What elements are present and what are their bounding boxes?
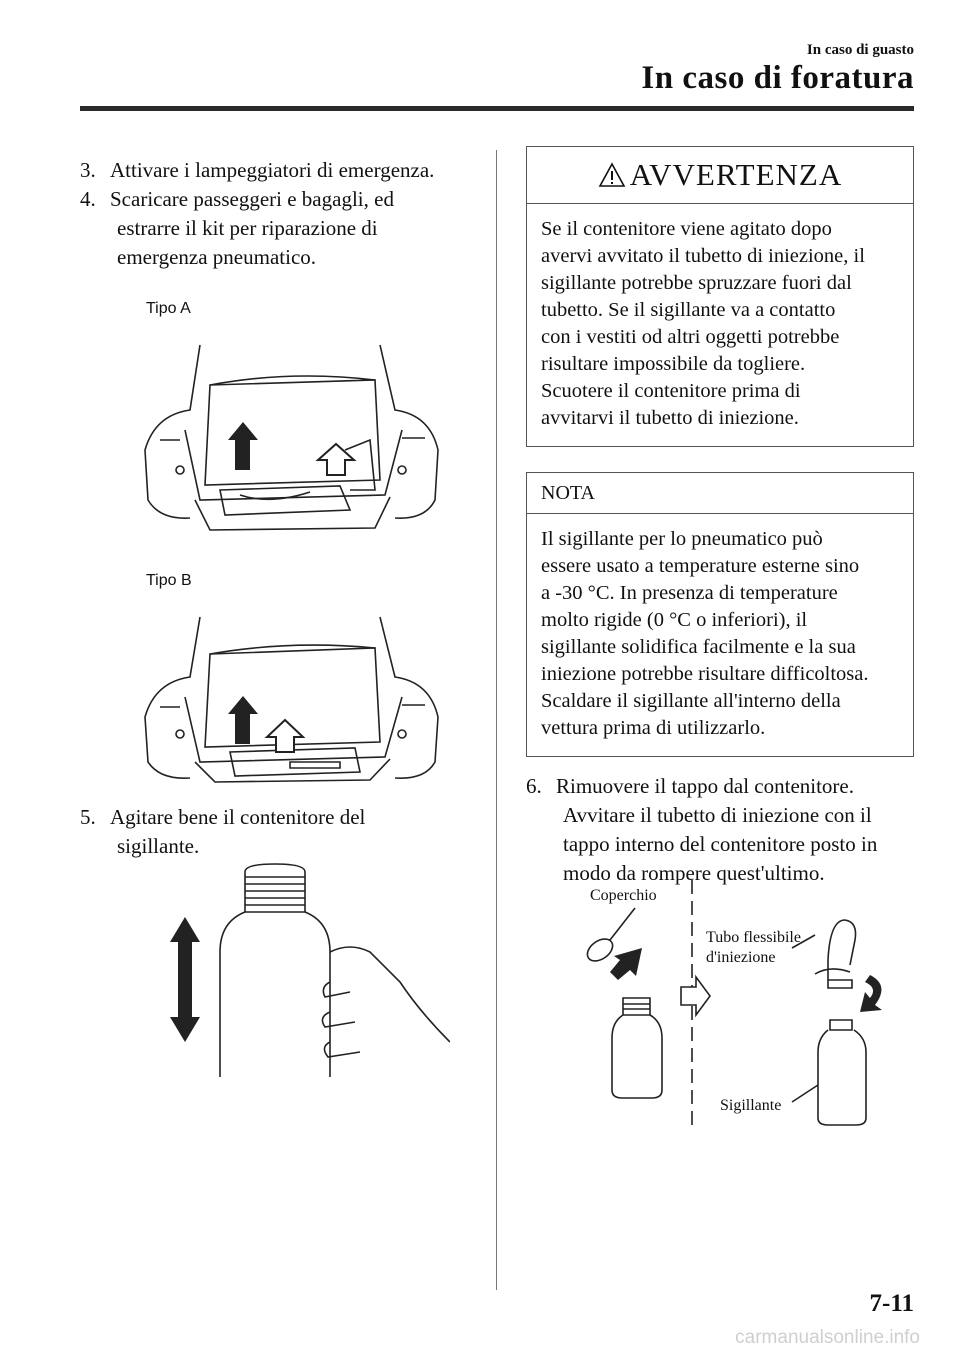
warning-line: tubetto. Se il sigillante va a contatto xyxy=(541,299,836,321)
step-6-number: 6. xyxy=(526,774,542,798)
note-line: sigillante solidifica facilmente e la sua xyxy=(541,636,856,658)
page-title: In caso di foratura xyxy=(641,60,914,96)
step-6-line-1: Rimuovere il tappo dal contenitore. xyxy=(556,774,854,798)
warning-line: avervi avvitato il tubetto di iniezione, il xyxy=(541,245,865,267)
step-6 xyxy=(526,772,877,888)
step-3-number: 3. xyxy=(80,158,96,182)
trunk-illustration-type-a xyxy=(140,340,444,540)
note-title: NOTA xyxy=(527,473,913,514)
step-6-line-4: modo da rompere quest'ultimo. xyxy=(563,861,825,885)
tubo-label-line-1: Tubo flessibile xyxy=(706,929,801,946)
warning-box xyxy=(526,146,914,447)
warning-line: sigillante potrebbe spruzzare fuori dal xyxy=(541,272,852,294)
sigillante-label: Sigillante xyxy=(720,1097,782,1114)
tipo-b-label: Tipo B xyxy=(146,572,192,589)
next-step-arrow-icon xyxy=(681,977,710,1015)
note-line: Il sigillante per lo pneumatico può xyxy=(541,528,823,550)
step-5-number: 5. xyxy=(80,805,96,829)
step-5-line-1: Agitare bene il contenitore del xyxy=(110,805,366,829)
note-text xyxy=(527,514,913,756)
warning-line: avvitarvi il tubetto di iniezione. xyxy=(541,407,799,429)
watermark: carmanualsonline.info xyxy=(735,1327,920,1348)
shake-arrow-icon xyxy=(170,917,200,1042)
note-box xyxy=(526,472,914,757)
column-divider xyxy=(496,150,497,1290)
warning-line: Se il contenitore viene agitato dopo xyxy=(541,218,832,240)
note-line: a -30 °C. In presenza di temperature xyxy=(541,582,838,604)
step-6-line-3: tappo interno del contenitore posto in xyxy=(563,832,878,856)
note-line: Scaldare il sigillante all'interno della xyxy=(541,690,841,712)
trunk-illustration-type-b xyxy=(140,612,444,792)
page-number: 7-11 xyxy=(869,1290,914,1317)
step-4-line-3: emergenza pneumatico. xyxy=(117,245,317,269)
header-rule xyxy=(80,106,914,111)
step-4-line-1: Scaricare passeggeri e bagagli, ed xyxy=(110,187,394,211)
step-6-line-2: Avvitare il tubetto di iniezione con il xyxy=(563,803,872,827)
step-5 xyxy=(80,803,365,861)
arrow-icon xyxy=(610,948,642,980)
warning-title: AVVERTENZA xyxy=(629,157,843,192)
step-3 xyxy=(80,156,434,185)
step-4-line-2: estrarre il kit per riparazione di xyxy=(117,216,378,240)
warning-line: risultare impossibile da togliere. xyxy=(541,353,806,375)
warning-line: con i vestiti od altri oggetti potrebbe xyxy=(541,326,840,348)
warning-triangle-icon xyxy=(598,162,626,188)
rotate-arrow-icon xyxy=(860,975,882,1012)
step-4-number: 4. xyxy=(80,187,96,211)
warning-header xyxy=(527,147,913,204)
arrow-up-icon xyxy=(228,422,258,470)
note-line: molto rigide (0 °C o inferiori), il xyxy=(541,609,808,631)
note-line: iniezione potrebbe risultare difficoltosa. xyxy=(541,663,869,685)
arrow-up-icon xyxy=(228,696,258,744)
step-5-line-2: sigillante. xyxy=(117,834,200,858)
step-4 xyxy=(80,185,394,272)
tubo-label-line-2: d'iniezione xyxy=(706,949,776,966)
warning-text xyxy=(527,204,913,446)
note-line: essere usato a temperature esterne sino xyxy=(541,555,860,577)
warning-line: Scuotere il contenitore prima di xyxy=(541,380,801,402)
tipo-a-label: Tipo A xyxy=(146,300,191,317)
shake-bottle-illustration xyxy=(150,862,450,1082)
note-line: vettura prima di utilizzarlo. xyxy=(541,717,766,739)
arrow-up-outline-icon xyxy=(267,720,303,752)
tubo-label xyxy=(706,928,801,968)
coperchio-label: Coperchio xyxy=(590,887,657,904)
step-3-text: Attivare i lampeggiatori di emergenza. xyxy=(110,158,435,182)
section-title: In caso di guasto xyxy=(806,42,914,58)
